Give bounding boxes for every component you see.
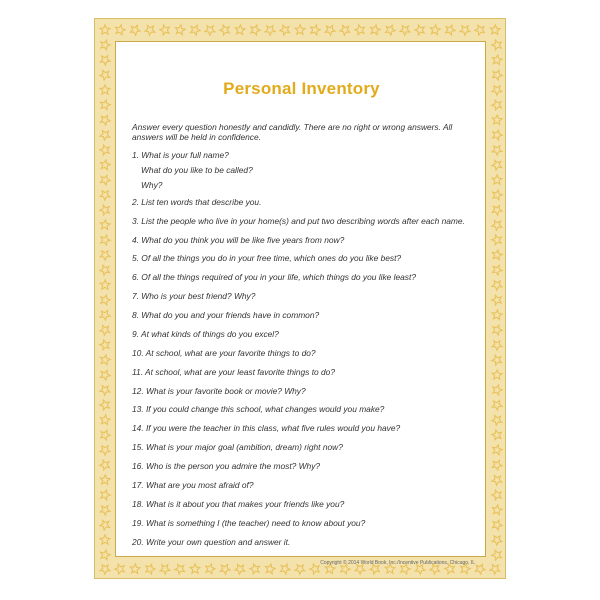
- question-3: 3. List the people who live in your home(s) and put two describing words after each name.: [132, 216, 465, 226]
- star-icon: [100, 520, 110, 530]
- star-icon: [100, 131, 110, 141]
- star-icon: [100, 565, 110, 574]
- star-icon: [492, 160, 502, 170]
- star-icon: [492, 115, 502, 125]
- star-icon: [145, 26, 155, 36]
- star-icon: [446, 25, 456, 35]
- star-icon: [492, 460, 502, 470]
- star-icon: [250, 564, 260, 574]
- star-icon: [190, 564, 200, 573]
- star-icon: [100, 415, 110, 425]
- star-icon: [130, 564, 140, 574]
- star-icon: [265, 564, 275, 574]
- question-16: 16. Who is the person you admire the most? Why?: [132, 461, 321, 471]
- star-icon: [492, 250, 502, 260]
- star-icon: [220, 564, 230, 574]
- star-icon: [101, 40, 110, 50]
- question-1-sub-a: What do you like to be called?: [141, 165, 253, 175]
- star-icon: [492, 295, 501, 305]
- star-icon: [371, 25, 381, 35]
- star-icon: [492, 265, 502, 275]
- star-icon: [492, 505, 502, 515]
- star-icon: [493, 520, 503, 530]
- star-icon: [355, 565, 365, 574]
- star-icon: [493, 190, 503, 200]
- question-17: 17. What are you most afraid of?: [132, 480, 254, 490]
- star-icon: [100, 446, 110, 455]
- star-icon: [492, 550, 502, 560]
- star-icon: [191, 25, 201, 35]
- star-icon: [492, 100, 502, 110]
- star-icon: [100, 340, 110, 350]
- question-10: 10. At school, what are your favorite things to do?: [132, 348, 316, 358]
- star-icon: [493, 130, 502, 140]
- star-icon: [265, 26, 275, 36]
- star-icon: [100, 220, 110, 230]
- star-icon: [100, 205, 110, 215]
- content-panel: [115, 41, 486, 566]
- star-icon: [340, 25, 350, 35]
- question-6: 6. Of all the things required of you in your life, which things do you like least?: [132, 272, 416, 282]
- star-icon: [100, 370, 110, 380]
- star-icon: [460, 26, 470, 35]
- star-icon: [490, 25, 500, 35]
- star-icon: [325, 26, 335, 36]
- star-icon: [100, 475, 110, 485]
- star-icon: [175, 25, 185, 35]
- star-icon: [205, 26, 215, 36]
- star-icon: [101, 175, 111, 185]
- question-13: 13. If you could change this school, what changes would you make?: [132, 404, 385, 414]
- page-title: Personal Inventory: [223, 79, 380, 98]
- star-icon: [280, 25, 290, 35]
- star-icon: [492, 490, 501, 500]
- star-icon: [100, 160, 110, 170]
- star-icon: [492, 86, 502, 95]
- question-20: 20. Write your own question and answer it.: [132, 537, 291, 547]
- star-icon: [492, 175, 502, 184]
- star-icon: [492, 430, 502, 440]
- star-icon: [101, 430, 111, 440]
- star-icon: [295, 25, 305, 35]
- star-icon: [116, 25, 126, 35]
- star-icon: [415, 25, 424, 35]
- star-icon: [492, 370, 502, 380]
- star-icon: [400, 26, 410, 36]
- star-icon: [101, 355, 111, 365]
- star-icon: [492, 355, 502, 365]
- star-icon: [100, 70, 110, 80]
- star-icon: [160, 25, 170, 35]
- question-7: 7. Who is your best friend? Why?: [132, 291, 256, 301]
- star-icon: [100, 251, 110, 261]
- copyright-notice: Copyright © 2014 World Book, Inc./Incentive Publications, Chicago, IL: [320, 560, 475, 566]
- star-icon: [492, 220, 502, 230]
- star-icon: [492, 235, 502, 245]
- question-12: 12. What is your favorite book or movie? Why?: [132, 386, 306, 396]
- star-icon: [475, 25, 485, 35]
- star-icon: [430, 25, 440, 35]
- question-1: 1. What is your full name?: [132, 150, 229, 160]
- star-icon: [100, 265, 110, 275]
- star-icon: [100, 191, 110, 201]
- star-icon: [355, 25, 365, 35]
- star-icon: [100, 280, 110, 290]
- star-icon: [175, 564, 185, 574]
- star-icon: [493, 70, 503, 80]
- star-icon: [235, 25, 245, 35]
- star-icon: [295, 565, 305, 575]
- question-2: 2. List ten words that describe you.: [132, 197, 262, 207]
- star-icon: [130, 25, 140, 35]
- star-icon: [492, 401, 502, 411]
- star-icon: [490, 565, 500, 575]
- question-4: 4. What do you think you will be like five years from now?: [132, 235, 345, 245]
- star-icon: [100, 325, 110, 335]
- star-icon: [100, 535, 110, 544]
- question-15: 15. What is your major goal (ambition, dream) right now?: [132, 442, 343, 452]
- star-icon: [310, 564, 319, 574]
- star-icon: [475, 564, 485, 574]
- star-icon: [492, 55, 502, 65]
- star-icon: [492, 476, 502, 486]
- question-9: 9. At what kinds of things do you excel?: [132, 329, 279, 339]
- star-icon: [492, 40, 501, 50]
- star-icon: [493, 445, 503, 455]
- star-icon: [100, 25, 110, 34]
- star-icon: [100, 460, 110, 470]
- question-18: 18. What is it about you that makes your friends like you?: [132, 499, 345, 509]
- star-icon: [280, 564, 290, 574]
- star-icon: [101, 490, 110, 500]
- star-icon: [100, 506, 110, 516]
- question-1-sub-b: Why?: [141, 180, 163, 190]
- worksheet-page: [94, 18, 506, 579]
- star-icon: [206, 564, 216, 574]
- question-14: 14. If you were the teacher in this class, what five rules would you have?: [132, 423, 401, 433]
- star-icon: [160, 565, 170, 575]
- star-icon: [101, 295, 111, 305]
- question-11: 11. At school, what are your least favorite things to do?: [132, 367, 335, 377]
- star-icon: [146, 564, 155, 574]
- star-icon: [101, 235, 111, 245]
- question-8: 8. What do you and your friends have in common?: [132, 310, 320, 320]
- star-icon: [251, 25, 261, 35]
- star-icon: [100, 311, 110, 321]
- star-icon: [493, 385, 502, 395]
- star-icon: [492, 310, 502, 320]
- question-5: 5. Of all the things you do in your free time, which ones do you like best?: [132, 253, 402, 263]
- star-icon: [100, 400, 109, 410]
- intro-text: Answer every question honestly and candidly. There are no right or wrong answers. All answers will be held in confidence.: [132, 122, 453, 143]
- star-icon: [385, 25, 395, 35]
- star-icon: [100, 386, 110, 396]
- star-icon: [100, 145, 110, 155]
- star-icon: [115, 564, 125, 574]
- star-icon: [492, 146, 502, 156]
- star-icon: [235, 564, 245, 574]
- star-icon: [492, 536, 502, 545]
- star-icon: [493, 325, 503, 335]
- star-icon: [101, 550, 111, 560]
- star-icon: [311, 25, 321, 35]
- star-icon: [492, 415, 502, 425]
- star-icon: [492, 205, 502, 215]
- star-icon: [492, 341, 502, 350]
- star-icon: [100, 85, 110, 94]
- star-icon: [100, 115, 110, 125]
- star-icon: [100, 56, 110, 66]
- star-icon: [101, 100, 111, 110]
- star-icon: [220, 25, 230, 35]
- star-icon: [492, 281, 502, 291]
- question-19: 19. What is something I (the teacher) need to know about you?: [132, 518, 366, 528]
